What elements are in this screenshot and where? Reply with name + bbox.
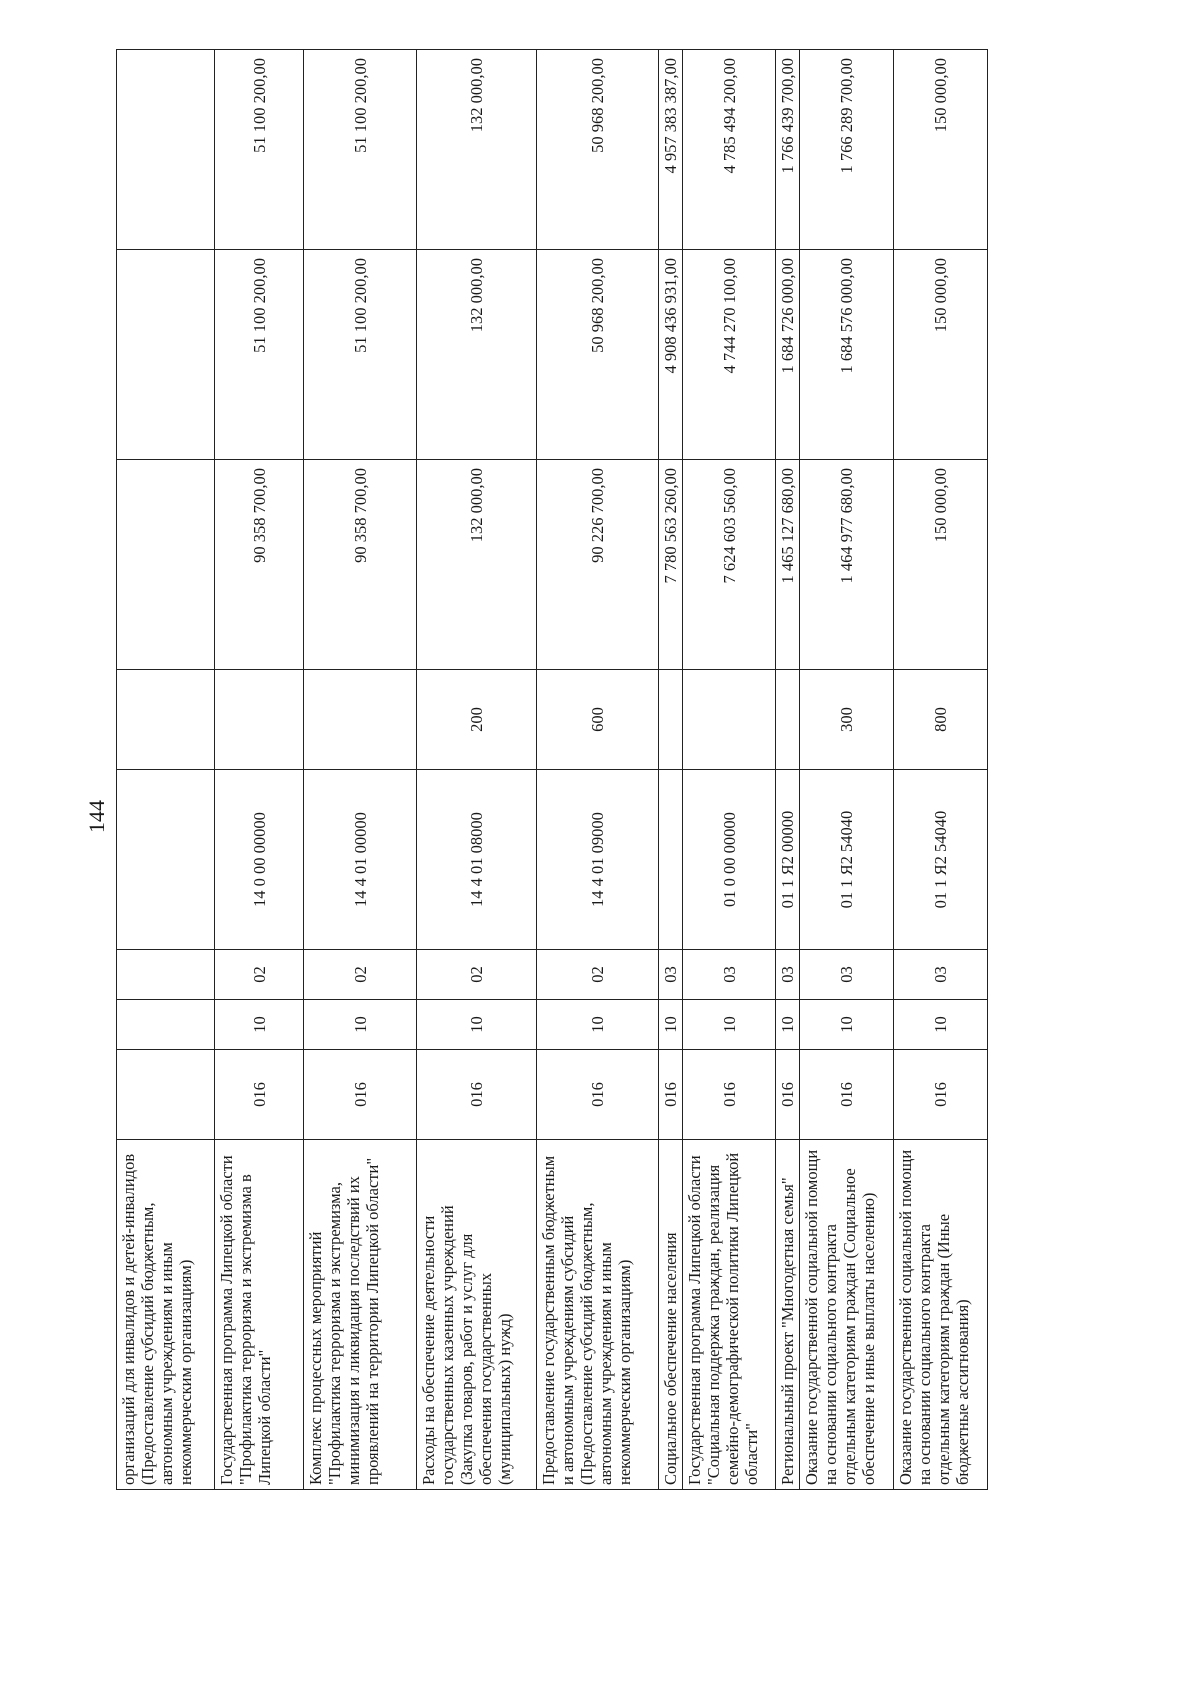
cell-expense-type: 300 bbox=[800, 670, 894, 770]
cell-podrazdel: 03 bbox=[659, 950, 683, 1000]
cell-razdel: 10 bbox=[800, 1000, 894, 1050]
cell-target-article bbox=[659, 770, 683, 950]
cell-sum-year3 bbox=[117, 50, 215, 250]
cell-target-article: 14 4 01 00000 bbox=[304, 770, 417, 950]
cell-sum-year2: 1 684 726 000,00 bbox=[776, 250, 800, 460]
cell-podrazdel: 02 bbox=[417, 950, 537, 1000]
cell-sum-year2: 150 000,00 bbox=[894, 250, 988, 460]
table-row bbox=[800, 50, 894, 1490]
table-row bbox=[304, 50, 417, 1490]
table-row bbox=[659, 50, 683, 1490]
cell-sum-year1 bbox=[117, 460, 215, 670]
table-row bbox=[537, 50, 659, 1490]
cell-podrazdel: 03 bbox=[776, 950, 800, 1000]
cell-expense-type bbox=[117, 670, 215, 770]
cell-name: Социальное обеспечение населения bbox=[659, 1140, 683, 1490]
cell-sum-year1: 90 358 700,00 bbox=[215, 460, 304, 670]
cell-ved: 016 bbox=[659, 1050, 683, 1140]
cell-sum-year3: 1 766 439 700,00 bbox=[776, 50, 800, 250]
cell-name: Государственная программа Липецкой области "Профилактика терроризма и экстремизма в Липецкой области" bbox=[215, 1140, 304, 1490]
cell-expense-type bbox=[659, 670, 683, 770]
cell-target-article: 01 1 Я2 00000 bbox=[776, 770, 800, 950]
cell-name: Расходы на обеспечение деятельности государственных казенных учреждений (Закупка товаров, работ и услуг для обеспечения государственных (муниципальных) нужд) bbox=[417, 1140, 537, 1490]
cell-sum-year2: 51 100 200,00 bbox=[304, 250, 417, 460]
table-body bbox=[117, 50, 988, 1490]
table-row bbox=[683, 50, 776, 1490]
cell-name: Комплекс процессных мероприятий "Профилактика терроризма и экстремизма, минимизация и ликвидация последствий их проявлений на территории Липецкой области" bbox=[304, 1140, 417, 1490]
cell-ved: 016 bbox=[776, 1050, 800, 1140]
cell-podrazdel: 03 bbox=[683, 950, 776, 1000]
cell-ved: 016 bbox=[417, 1050, 537, 1140]
cell-razdel: 10 bbox=[417, 1000, 537, 1050]
cell-sum-year3: 1 766 289 700,00 bbox=[800, 50, 894, 250]
cell-sum-year1: 132 000,00 bbox=[417, 460, 537, 670]
cell-target-article: 01 1 Я2 54040 bbox=[800, 770, 894, 950]
cell-razdel bbox=[117, 1000, 215, 1050]
cell-podrazdel: 02 bbox=[537, 950, 659, 1000]
cell-sum-year2: 4 908 436 931,00 bbox=[659, 250, 683, 460]
cell-podrazdel: 02 bbox=[304, 950, 417, 1000]
table-row bbox=[215, 50, 304, 1490]
cell-sum-year3: 50 968 200,00 bbox=[537, 50, 659, 250]
cell-sum-year1: 7 624 603 560,00 bbox=[683, 460, 776, 670]
cell-sum-year2: 51 100 200,00 bbox=[215, 250, 304, 460]
cell-target-article: 01 1 Я2 54040 bbox=[894, 770, 988, 950]
cell-ved: 016 bbox=[537, 1050, 659, 1140]
cell-sum-year1: 1 465 127 680,00 bbox=[776, 460, 800, 670]
cell-target-article bbox=[117, 770, 215, 950]
cell-expense-type bbox=[304, 670, 417, 770]
page-number: 144 bbox=[84, 800, 109, 833]
cell-target-article: 01 0 00 00000 bbox=[683, 770, 776, 950]
cell-expense-type: 600 bbox=[537, 670, 659, 770]
cell-name: организаций для инвалидов и детей-инвалидов (Предоставление субсидий бюджетным, автономным учреждениям и иным некоммерческим организациям) bbox=[117, 1140, 215, 1490]
cell-razdel: 10 bbox=[215, 1000, 304, 1050]
cell-razdel: 10 bbox=[304, 1000, 417, 1050]
cell-podrazdel: 03 bbox=[800, 950, 894, 1000]
cell-expense-type bbox=[215, 670, 304, 770]
table-row bbox=[417, 50, 537, 1490]
table-row bbox=[894, 50, 988, 1490]
cell-target-article: 14 4 01 08000 bbox=[417, 770, 537, 950]
cell-target-article: 14 4 01 09000 bbox=[537, 770, 659, 950]
cell-sum-year2: 132 000,00 bbox=[417, 250, 537, 460]
cell-expense-type: 800 bbox=[894, 670, 988, 770]
cell-name: Региональный проект "Многодетная семья" bbox=[776, 1140, 800, 1490]
cell-sum-year3: 51 100 200,00 bbox=[215, 50, 304, 250]
cell-sum-year2: 1 684 576 000,00 bbox=[800, 250, 894, 460]
cell-sum-year2: 4 744 270 100,00 bbox=[683, 250, 776, 460]
table-row bbox=[776, 50, 800, 1490]
cell-razdel: 10 bbox=[894, 1000, 988, 1050]
cell-name: Государственная программа Липецкой области "Социальная поддержка граждан, реализация семейно-демографической политики Липецкой области" bbox=[683, 1140, 776, 1490]
cell-ved bbox=[117, 1050, 215, 1140]
cell-razdel: 10 bbox=[659, 1000, 683, 1050]
cell-sum-year1: 1 464 977 680,00 bbox=[800, 460, 894, 670]
cell-podrazdel: 03 bbox=[894, 950, 988, 1000]
cell-razdel: 10 bbox=[776, 1000, 800, 1050]
cell-sum-year2: 50 968 200,00 bbox=[537, 250, 659, 460]
cell-name: Оказание государственной социальной помощи на основании социального контракта отдельным категориям граждан (Социальное обеспечение и иные выплаты населению) bbox=[800, 1140, 894, 1490]
cell-ved: 016 bbox=[683, 1050, 776, 1140]
cell-expense-type bbox=[776, 670, 800, 770]
cell-expense-type bbox=[683, 670, 776, 770]
cell-sum-year1: 150 000,00 bbox=[894, 460, 988, 670]
cell-ved: 016 bbox=[304, 1050, 417, 1140]
cell-sum-year1: 7 780 563 260,00 bbox=[659, 460, 683, 670]
cell-sum-year1: 90 226 700,00 bbox=[537, 460, 659, 670]
table-row bbox=[117, 50, 215, 1490]
cell-name: Оказание государственной социальной помощи на основании социального контракта отдельным категориям граждан (Иные бюджетные ассигнования) bbox=[894, 1140, 988, 1490]
cell-sum-year3: 4 785 494 200,00 bbox=[683, 50, 776, 250]
cell-target-article: 14 0 00 00000 bbox=[215, 770, 304, 950]
cell-razdel: 10 bbox=[537, 1000, 659, 1050]
cell-name: Предоставление государственным бюджетным и автономным учреждениям субсидий (Предоставление субсидий бюджетным, автономным учреждениям и иным некоммерческим организациям) bbox=[537, 1140, 659, 1490]
budget-table-rotated bbox=[116, 50, 1056, 1490]
cell-ved: 016 bbox=[800, 1050, 894, 1140]
budget-table bbox=[116, 49, 988, 1490]
cell-sum-year1: 90 358 700,00 bbox=[304, 460, 417, 670]
cell-sum-year3: 132 000,00 bbox=[417, 50, 537, 250]
cell-sum-year3: 4 957 383 387,00 bbox=[659, 50, 683, 250]
cell-sum-year2 bbox=[117, 250, 215, 460]
cell-podrazdel: 02 bbox=[215, 950, 304, 1000]
cell-sum-year3: 150 000,00 bbox=[894, 50, 988, 250]
cell-sum-year3: 51 100 200,00 bbox=[304, 50, 417, 250]
cell-expense-type: 200 bbox=[417, 670, 537, 770]
cell-ved: 016 bbox=[894, 1050, 988, 1140]
cell-ved: 016 bbox=[215, 1050, 304, 1140]
cell-razdel: 10 bbox=[683, 1000, 776, 1050]
cell-podrazdel bbox=[117, 950, 215, 1000]
